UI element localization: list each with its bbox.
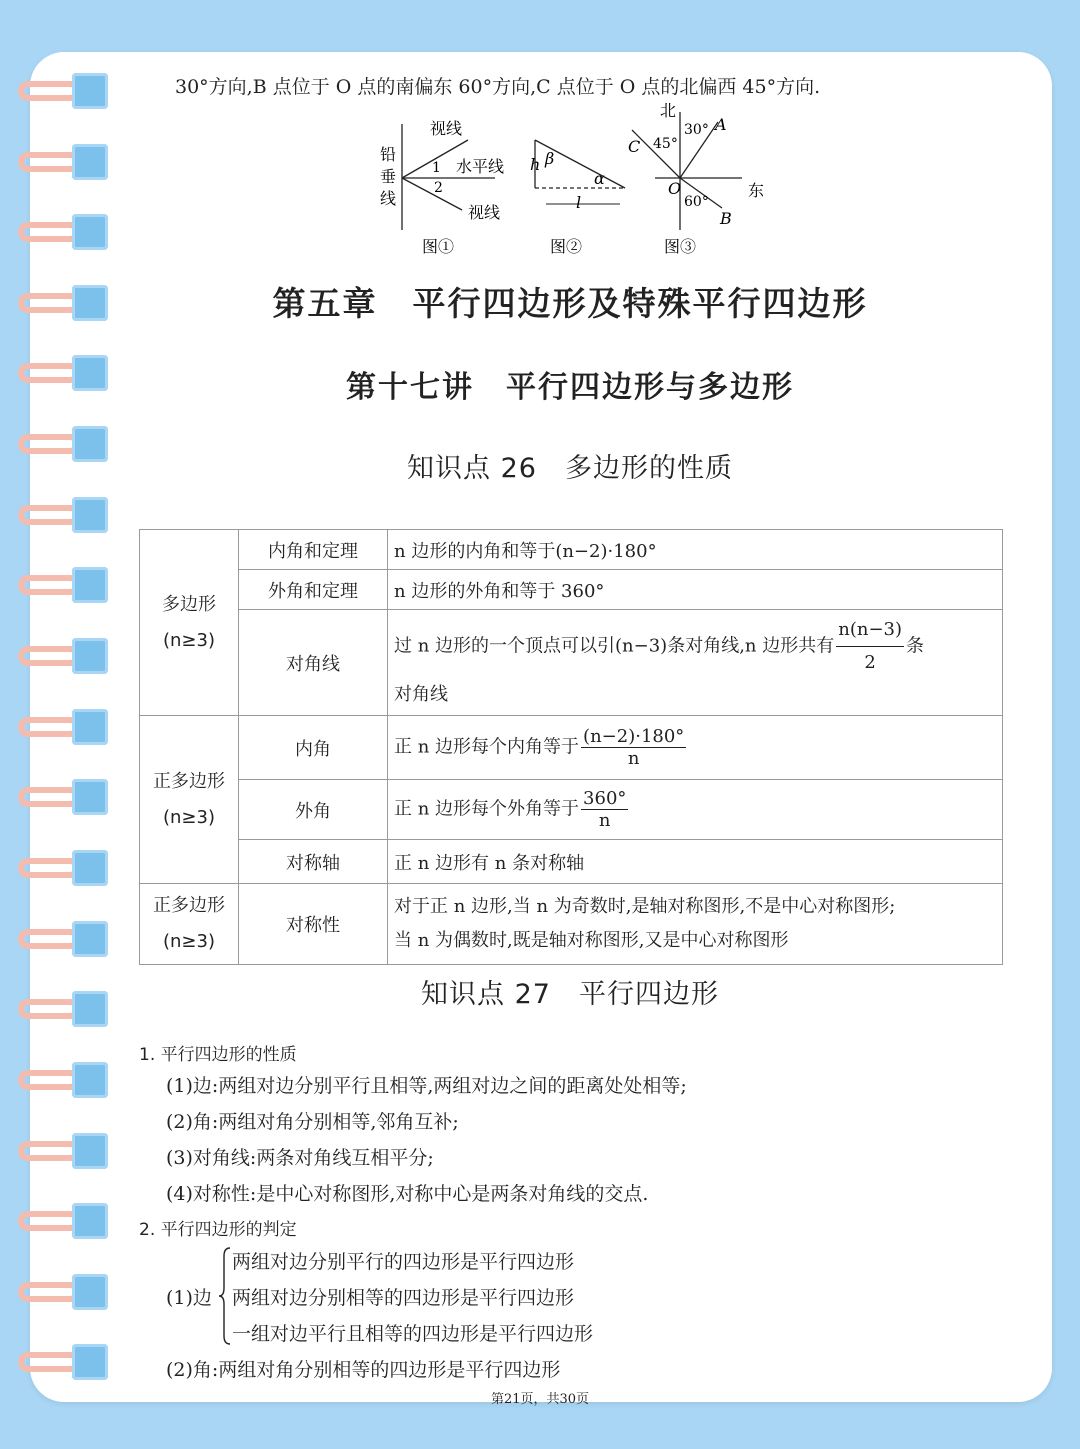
fig1-plumb-1: 铅: [380, 145, 397, 164]
table-row: [140, 840, 1003, 884]
fig3-caption: 图③: [664, 237, 697, 256]
page-footer: 第21页，共30页: [490, 1392, 590, 1407]
fig2-beta: β: [545, 149, 555, 168]
list-item: 两组对边分别相等的四边形是平行四边形: [232, 1287, 575, 1309]
figure-3: [628, 101, 764, 256]
group-regular-polygon-symmetry: 正多边形 (n≥3): [140, 884, 239, 965]
list-item: 一组对边平行且相等的四边形是平行四边形: [232, 1323, 594, 1345]
list-item: (3)对角线:两条对角线互相平分;: [166, 1147, 434, 1169]
table-cell-content: n 边形的内角和等于(n−2)·180°: [388, 530, 1003, 570]
fig3-point-b: B: [720, 209, 732, 228]
table-cell-content: 对于正 n 边形,当 n 为奇数时,是轴对称图形,不是中心对称图形; 当 n 为偶数时,既是轴对称图形,又是中心对称图形: [388, 884, 1003, 965]
table-cell-content: 正 n 边形有 n 条对称轴: [388, 840, 1003, 884]
table-row: [140, 884, 1003, 965]
fig3-angle-45: 45°: [653, 136, 678, 152]
edge-label: (1)边: [166, 1287, 212, 1309]
polygon-properties-table: [139, 529, 1003, 965]
fig1-caption: 图①: [422, 237, 455, 256]
fig2-h: h: [530, 155, 541, 174]
table-row: [140, 716, 1003, 780]
fig3-point-o: O: [668, 179, 682, 198]
lecture-title: 第十七讲 平行四边形与多边形: [346, 370, 794, 405]
list-item: (1)边:两组对边分别平行且相等,两组对边之间的距离处处相等;: [166, 1075, 687, 1097]
fig3-angle-30: 30°: [684, 122, 709, 138]
fig3-angle-60: 60°: [684, 194, 709, 210]
knowledge-point-26-title: 知识点 26 多边形的性质: [407, 453, 733, 484]
fig3-east: 东: [748, 181, 765, 200]
fig1-sight-bottom: 视线: [468, 203, 501, 222]
chapter-title: 第五章 平行四边形及特殊平行四边形: [272, 284, 868, 323]
section-2-title: 2. 平行四边形的判定: [139, 1220, 297, 1240]
fig1-angle-1: 1: [432, 160, 441, 176]
table-cell-sub: 对角线: [239, 610, 388, 716]
list-item: (4)对称性:是中心对称图形,对称中心是两条对角线的交点.: [166, 1183, 649, 1205]
group-regular-polygon: 正多边形 (n≥3): [140, 716, 239, 884]
table-cell-content: n 边形的外角和等于 360°: [388, 570, 1003, 610]
group-polygon: 多边形 (n≥3): [140, 530, 239, 716]
list-item: 两组对边分别平行的四边形是平行四边形: [232, 1251, 575, 1273]
fig3-point-c: C: [628, 137, 641, 156]
fraction: $\frac{(n-2)\cdot 180^\circ}{n}$: [583, 726, 685, 769]
figure-2: [530, 140, 625, 256]
table-cell-content: 正 n 边形每个外角等于 $\frac{360^\circ}{n}$: [388, 780, 1003, 840]
fig1-plumb-2: 垂: [380, 167, 397, 186]
table-cell-sub: 内角: [239, 716, 388, 780]
list-item: (2)角:两组对角分别相等,邻角互补;: [166, 1111, 459, 1133]
figure-1: [380, 119, 504, 256]
table-cell-sub: 外角和定理: [239, 570, 388, 610]
fig3-north: 北: [660, 101, 677, 120]
fraction: $\frac{360^\circ}{n}$: [583, 788, 627, 831]
fraction: $\frac{n(n-3)}{2}$: [836, 614, 904, 679]
fig3-point-a: A: [715, 115, 727, 134]
table-cell-sub: 外角: [239, 780, 388, 840]
table-row: [140, 610, 1003, 716]
table-row: [140, 570, 1003, 610]
table-cell-sub: 对称性: [239, 884, 388, 965]
fig2-l: l: [576, 193, 582, 212]
fig2-caption: 图②: [550, 237, 583, 256]
table-cell-sub: 内角和定理: [239, 530, 388, 570]
table-row: [140, 530, 1003, 570]
table-row: [140, 780, 1003, 840]
table-cell-content: 过 n 边形的一个顶点可以引(n−3)条对角线,n 边形共有 $\frac{n(n-3)}{2}$ 条 对角线: [388, 610, 1003, 716]
knowledge-point-27-title: 知识点 27 平行四边形: [421, 979, 719, 1010]
section-1-title: 1. 平行四边形的性质: [139, 1045, 297, 1065]
table-cell-sub: 对称轴: [239, 840, 388, 884]
fig1-horizontal: 水平线: [456, 157, 505, 176]
fig1-angle-2: 2: [434, 180, 443, 196]
fig2-alpha: α: [594, 169, 605, 188]
continued-text: 30°方向,B 点位于 O 点的南偏东 60°方向,C 点位于 O 点的北偏西 45°方向.: [175, 76, 821, 98]
table-cell-content: 正 n 边形每个内角等于 $\frac{(n-2)\cdot 180^\circ}{n}$: [388, 716, 1003, 780]
fig1-plumb-3: 线: [380, 189, 397, 208]
angle-figures: [370, 100, 790, 260]
fig1-sight-top: 视线: [430, 119, 463, 138]
list-item: (2)角:两组对角分别相等的四边形是平行四边形: [166, 1359, 561, 1381]
brace-icon: [218, 1246, 232, 1346]
